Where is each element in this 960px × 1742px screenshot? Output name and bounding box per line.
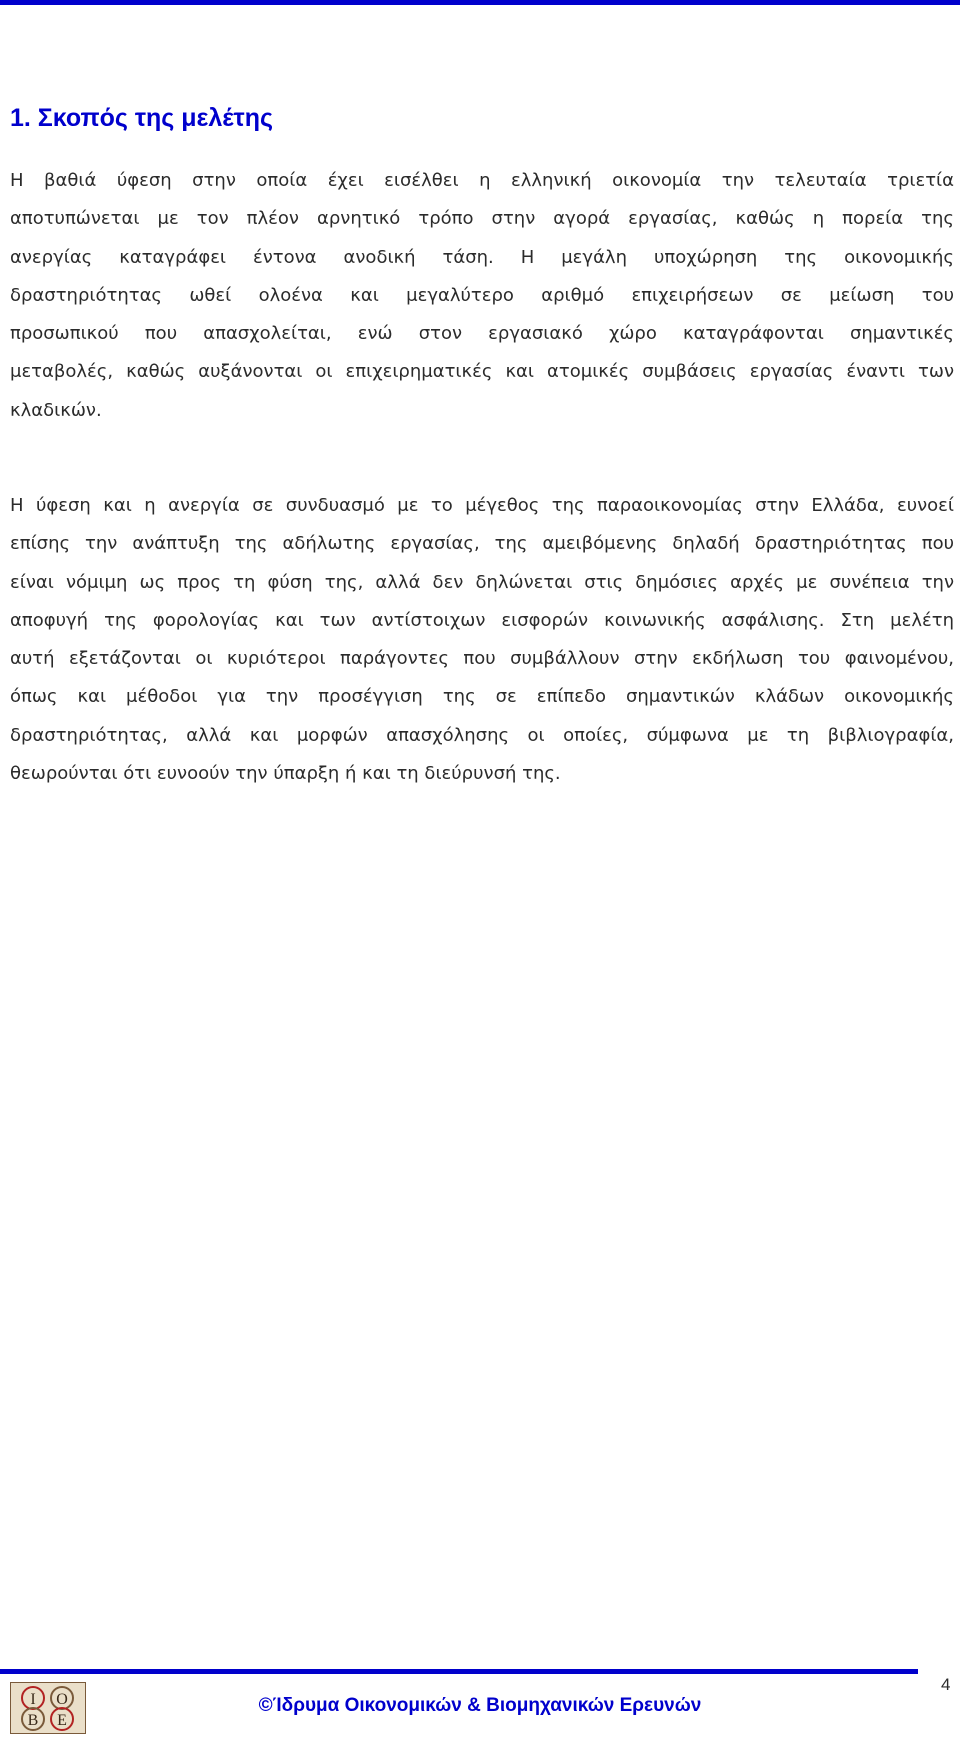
page-number: 4 [941, 1675, 951, 1694]
paragraph-line: ανεργίας καταγράφει έντονα ανοδική τάση. Η μεγάλη υποχώρηση της οικονομικής [10, 246, 954, 268]
paragraph-line: όπως και μέθοδοι για την προσέγγιση της σε επίπεδο σημαντικών κλάδων οικονομικής [10, 686, 954, 708]
header-rule [0, 0, 960, 5]
svg-text:E: E [57, 1712, 67, 1729]
paragraph-line: κλαδικών. [10, 399, 102, 421]
paragraph-line: Η βαθιά ύφεση στην οποία έχει εισέλθει η ελληνική οικονομία την τελευταία τριετία [10, 170, 954, 191]
paragraph-2 [10, 487, 954, 793]
paragraph-line: μεταβολές, καθώς αυξάνονται οι επιχειρηματικές και ατομικές συμβάσεις εργασίας έναντι των [10, 361, 954, 383]
svg-text:B: B [27, 1712, 39, 1729]
paragraph-line: θεωρούνται ότι ευνοούν την ύπαρξη ή και τη διεύρυνσή της. [10, 763, 561, 785]
paragraph-line: επίσης την ανάπτυξη της αδήλωτης εργασίας, της αμειβόμενης δηλαδή δραστηριότητας που [10, 533, 954, 555]
svg-text:O: O [56, 1691, 68, 1708]
svg-text:I: I [30, 1691, 36, 1708]
paragraph-line: αποφυγή της φορολογίας και των αντίστοιχων εισφορών κοινωνικής ασφάλισης. Στη μελέτη [10, 609, 954, 631]
paragraph-1 [10, 162, 954, 430]
paragraph-line: αποτυπώνεται με τον πλέον αρνητικό τρόπο στην αγορά εργασίας, καθώς η πορεία της [10, 208, 954, 230]
paragraph-line: αυτή εξετάζονται οι κυριότεροι παράγοντες που συμβάλλουν στην εκδήλωση του φαινομένου, [10, 648, 954, 670]
paragraph-line: Η ύφεση και η ανεργία σε συνδυασμό με το μέγεθος της παραοικονομίας στην Ελλάδα, ευνοεί [10, 495, 954, 516]
paragraph-line: δραστηριότητας, αλλά και μορφών απασχόλησης οι οποίες, σύμφωνα με τη βιβλιογραφία, [10, 724, 954, 746]
footer-organization: ©Ίδρυμα Οικονομικών & Βιομηχανικών Ερευνών [258, 1695, 702, 1716]
paragraph-line: δραστηριότητας ωθεί ολοένα και μεγαλύτερο αριθμό επιχειρήσεων σε μείωση του [10, 284, 954, 306]
footer-rule [0, 1669, 918, 1674]
paragraph-line: είναι νόμιμη ως προς τη φύση της, αλλά δεν δηλώνεται στις δημόσιες αρχές με συνέπεια την [10, 571, 954, 593]
paragraph-line: προσωπικού που απασχολείται, ενώ στον εργασιακό χώρο καταγράφονται σημαντικές [10, 323, 954, 345]
section-heading: 1. Σκοπός της μελέτης [10, 104, 273, 132]
